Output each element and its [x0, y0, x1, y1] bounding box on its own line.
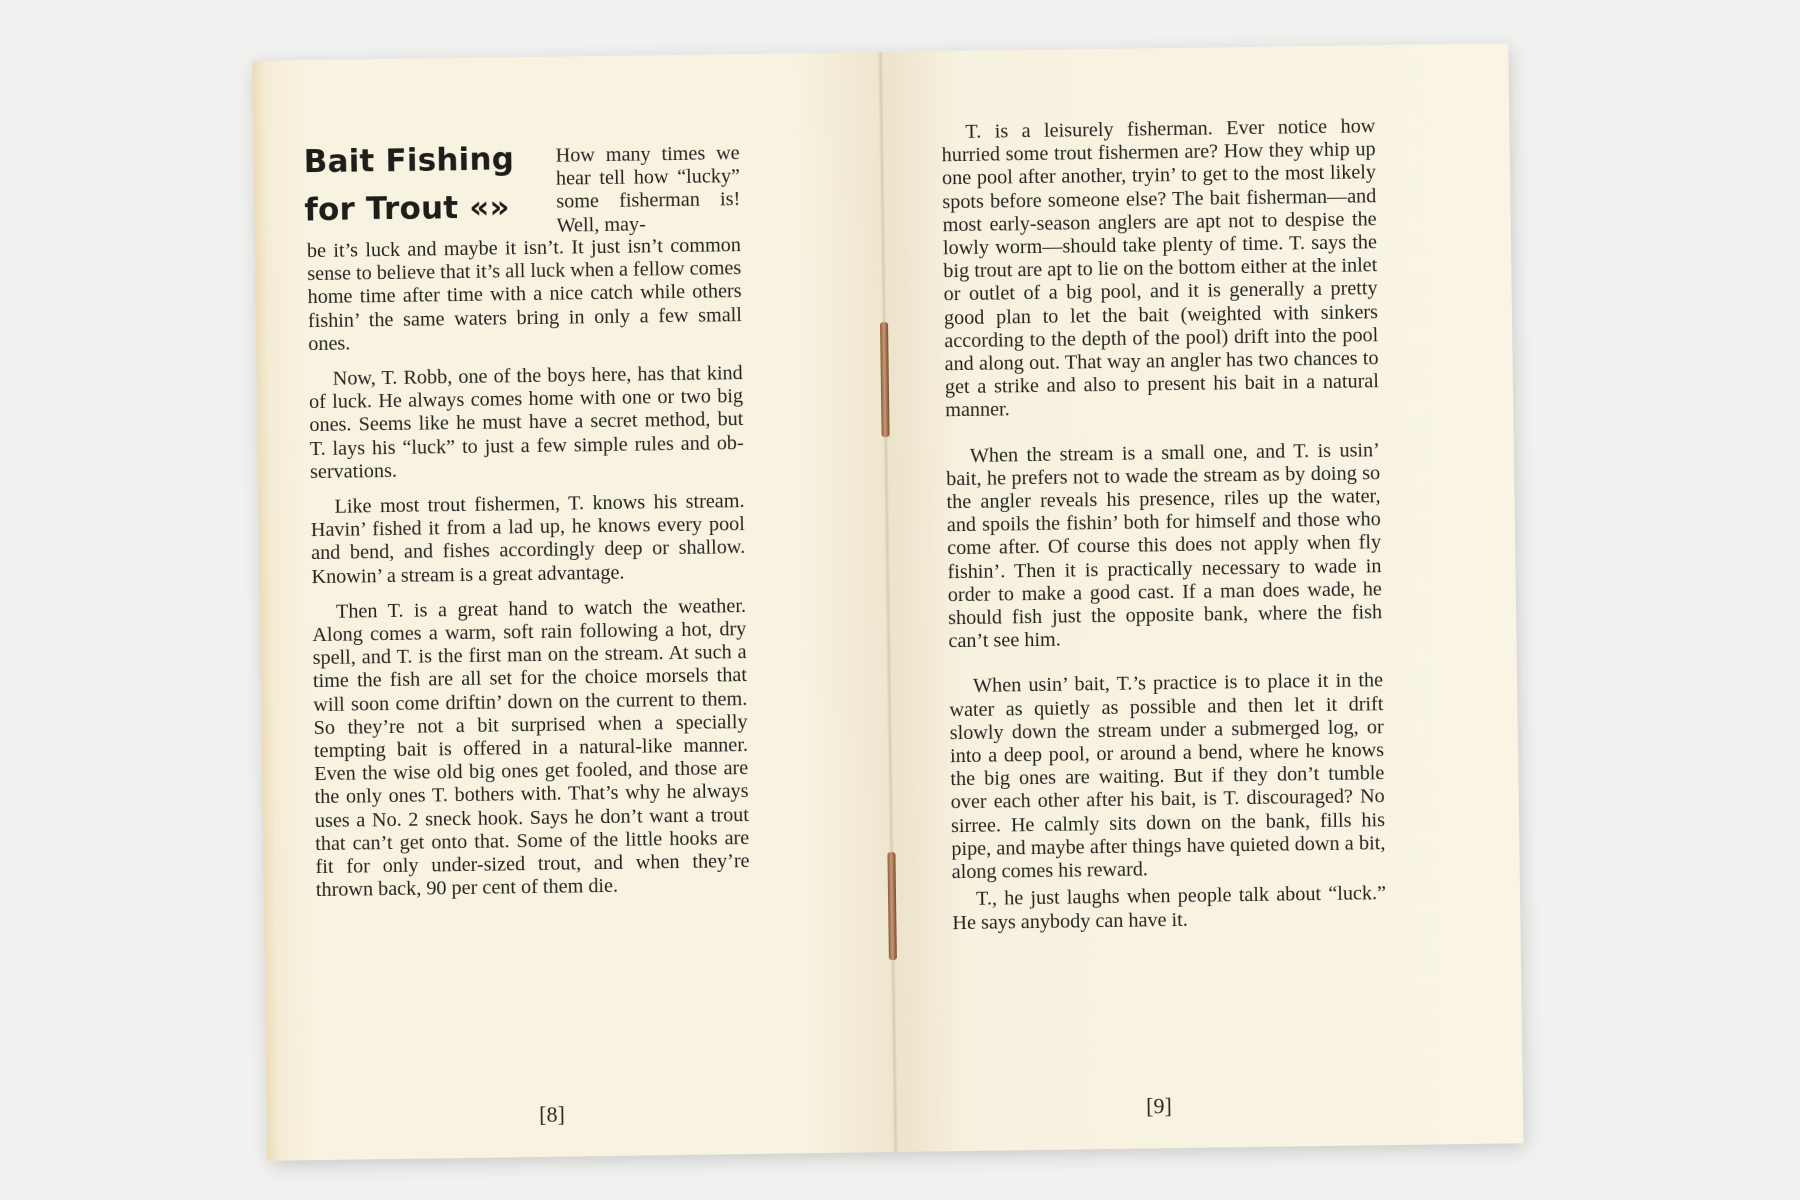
article-heading: [303, 135, 515, 234]
left-page: [252, 52, 895, 1161]
staple-bottom: [887, 852, 897, 960]
right-page: [880, 43, 1523, 1152]
paragraph-2: Now, T. Robb, one of the boys here, has that kind of luck. He always comes home with one or two big ones. Seems like he must have a secret method, but T. lays his “luck” to just a few simple rules and observations.: [308, 362, 744, 483]
heading-line-2: for Trout «»: [304, 189, 510, 229]
open-booklet: [252, 43, 1532, 1173]
page-number-left: [8]: [539, 1101, 566, 1127]
paragraph-4: Then T. is a great hand to watch the weather. Along comes a warm, soft rain following a hot, dry spell, and T. is the first man on the stream. At such a time the fish are all set for the choice morsels that will soon come driftin’ down on the current to them. So they’re not a bit surprised when a specially tempting bait is offered in a natural-like manner. Even the wise old big ones get fooled, and those are the only ones T. bothers with. That’s why he always uses a No. 2 sneck hook. Says he don’t want a trout that can’t get onto that. Some of the little hooks are fit for only under-sized trout, and when they’re thrown back, 90 per cent of them die.: [312, 594, 750, 902]
paragraph-8: T., he just laughs when people talk about “luck.” He says anybody can have it.: [952, 882, 1387, 934]
right-column: [941, 115, 1386, 947]
intro-block: [555, 142, 740, 237]
heading-line-1: Bait Fishing: [303, 141, 515, 181]
left-column: [307, 234, 750, 914]
paragraph-5: T. is a leisurely fisherman. Ever notice how hurried some trout fishermen are? How they whip up one pool after another, tryin’ to get to the most likely spots before someone else? The bait fisherman—and most early-season anglers are apt not to despise the lowly worm—should take plenty of time. T. says the big trout are apt to lie on the bottom either at the inlet or outlet of a big pool, and it is generally a pretty good plan to let the bait (weighted with sinkers according to the depth of the pool) drift into the pool and along out. That way an angler has two chances to get a strike and also to present his bait in a natural manner.: [941, 115, 1380, 422]
staple-top: [880, 322, 890, 437]
intro-text: How many times we hear tell how “lucky” some fisherman is! Well, may-: [555, 142, 741, 237]
paragraph-7: When usin’ bait, T.’s practice is to place it in the water as quietly as possible and then let it drift slowly down the stream under a submerged log, or into a deep pool, or around a bend, where he knows the big ones are waiting. But if they don’t tumble over each other after his bait, is T. discouraged? No sirree. He calmly sits down on the bank, fills his pipe, and maybe after things have quieted down a bit, along comes his reward.: [949, 669, 1386, 884]
paragraph-1: be it’s luck and maybe it isn’t. It just isn’t common sense to believe that it’s all luck when a fellow comes home time after time with a nice catch while others fishin’ the same waters bring in only a few small ones.: [306, 234, 743, 355]
paragraph-3: Like most trout fishermen, T. knows his stream. Havin’ fished it from a lad up, he knows every pool and bend, and fishes accordingly deep or shallow. Knowin’ a stream is a great advantage.: [310, 490, 746, 588]
paragraph-6: When the stream is a small one, and T. is usin’ bait, he prefers not to wade the stream as by doing so the angler reveals his presence, riles up the water, and spoils the fishin’ both for himself and those who come after. Of course this does not apply when fly fishin’. Then it is practically necessary to wade in order to make a good cast. If a man does wade, he should fish just the opposite bank, where the fish can’t see him.: [946, 438, 1383, 653]
page-number-right: [9]: [1145, 1093, 1172, 1119]
